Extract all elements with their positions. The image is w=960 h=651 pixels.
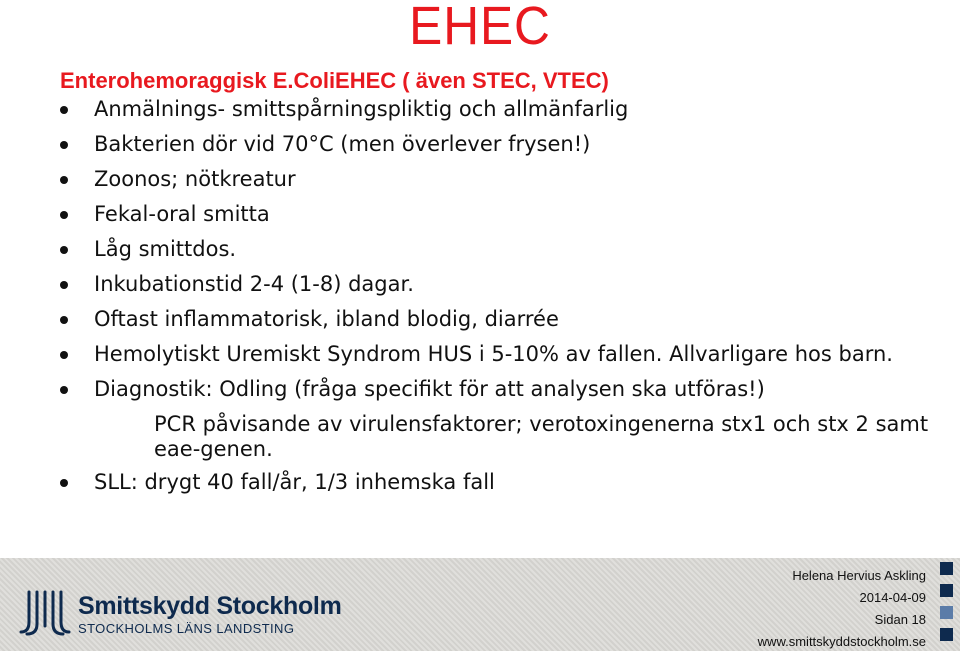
bullet-dot-icon	[60, 386, 68, 394]
bullet-text: Hemolytiskt Uremiskt Syndrom HUS i 5-10% av fallen. Allvarligare hos barn.	[94, 342, 893, 366]
bullet-text: Inkubationstid 2-4 (1-8) dagar.	[94, 272, 414, 296]
sub-item-text: PCR påvisande av virulensfaktorer; verotoxingenerna stx1 och stx 2 samt eae-genen.	[154, 412, 929, 461]
bullet-item	[60, 202, 940, 227]
bullet-text: SLL: drygt 40 fall/år, 1/3 inhemska fall	[94, 470, 495, 494]
bullet-dot-icon	[60, 211, 68, 219]
bullet-dot-icon	[60, 351, 68, 359]
bullet-dot-icon	[60, 176, 68, 184]
bullet-item	[60, 342, 940, 367]
bullet-item	[60, 470, 940, 495]
square-marker-icon	[940, 584, 953, 597]
org-subtitle: STOCKHOLMS LÄNS LANDSTING	[78, 621, 295, 636]
bullet-item	[60, 377, 940, 402]
square-marker-icon	[940, 562, 953, 575]
bullet-text: Bakterien dör vid 70°C (men överlever frysen!)	[94, 132, 591, 156]
bullet-list	[60, 97, 940, 505]
date-label: 2014-04-09	[859, 590, 926, 605]
bullet-dot-icon	[60, 479, 68, 487]
slide-subtitle: Enterohemoraggisk E.ColiEHEC ( även STEC, VTEC)	[60, 68, 609, 93]
slide-title: EHEC	[409, 0, 551, 56]
bullet-text: Låg smittdos.	[94, 237, 237, 261]
bullet-text: Diagnostik: Odling (fråga specifikt för att analysen ska utföras!)	[94, 377, 765, 401]
bullet-text: Oftast inflammatorisk, ibland blodig, diarrée	[94, 307, 559, 331]
org-name: Smittskydd Stockholm	[78, 592, 342, 620]
bullet-dot-icon	[60, 141, 68, 149]
bullet-item	[60, 307, 940, 332]
bullet-item	[60, 237, 940, 262]
bullet-item	[60, 272, 940, 297]
square-marker-icon	[940, 606, 953, 619]
bullet-dot-icon	[60, 246, 68, 254]
bullet-dot-icon	[60, 316, 68, 324]
bullet-dot-icon	[60, 106, 68, 114]
page-number: Sidan 18	[874, 612, 926, 627]
bullet-dot-icon	[60, 281, 68, 289]
sub-item	[60, 412, 940, 462]
bullet-text: Anmälnings- smittspårningspliktig och allmänfarlig	[94, 97, 629, 121]
bullet-text: Zoonos; nötkreatur	[94, 167, 296, 191]
smittskydd-logo-icon	[19, 588, 71, 636]
website-link[interactable]: www.smittskyddstockholm.se	[757, 634, 926, 649]
bullet-item	[60, 132, 940, 157]
bullet-item	[60, 97, 940, 122]
square-marker-icon	[940, 628, 953, 641]
decor-squares	[940, 562, 954, 650]
author-name: Helena Hervius Askling	[792, 568, 926, 583]
bullet-text: Fekal-oral smitta	[94, 202, 270, 226]
bullet-item	[60, 167, 940, 192]
